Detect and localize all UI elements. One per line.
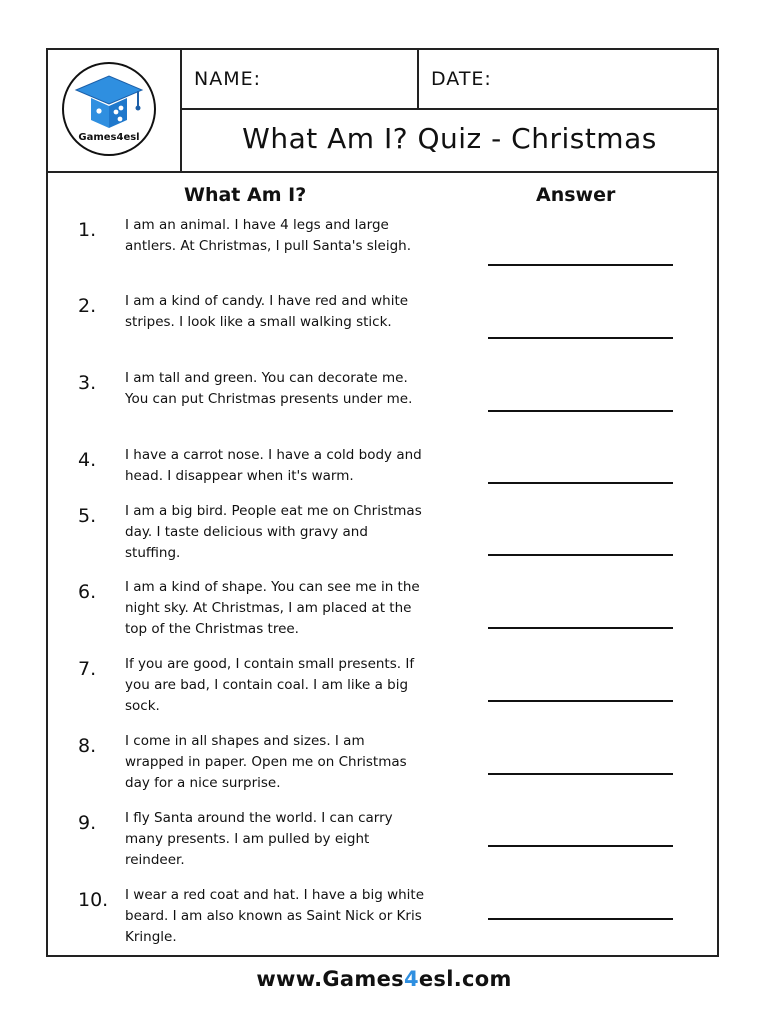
question-item bbox=[48, 291, 717, 367]
question-number: 5. bbox=[78, 505, 97, 527]
name-label: NAME: bbox=[194, 68, 262, 90]
date-field[interactable] bbox=[419, 50, 717, 110]
answer-line[interactable] bbox=[488, 264, 673, 266]
answer-line[interactable] bbox=[488, 482, 673, 484]
question-item bbox=[48, 654, 717, 730]
footer-accent: 4 bbox=[403, 967, 419, 991]
website-footer[interactable] bbox=[0, 967, 768, 991]
question-item bbox=[48, 501, 717, 577]
footer-prefix: www.Games bbox=[256, 967, 404, 991]
answer-line[interactable] bbox=[488, 918, 673, 920]
question-text: I am a kind of candy. I have red and white stripes. I look like a small walking stick. bbox=[125, 293, 409, 330]
graduation-cap-dice-icon bbox=[64, 66, 154, 136]
question-number: 10. bbox=[78, 889, 109, 911]
answer-line[interactable] bbox=[488, 700, 673, 702]
question-number: 6. bbox=[78, 581, 97, 603]
question-number: 3. bbox=[78, 372, 97, 394]
question-text: I have a carrot nose. I have a cold body and head. I disappear when it's warm. bbox=[125, 447, 422, 484]
name-field[interactable] bbox=[182, 50, 419, 110]
question-item bbox=[48, 808, 717, 884]
logo-cell bbox=[48, 50, 182, 171]
answer-line[interactable] bbox=[488, 627, 673, 629]
question-text: If you are good, I contain small presents. If you are bad, I contain coal. I am like a big sock. bbox=[125, 656, 415, 714]
answer-column-heading: Answer bbox=[536, 184, 616, 206]
question-number: 9. bbox=[78, 812, 97, 834]
games4esl-logo bbox=[62, 62, 156, 156]
worksheet-frame bbox=[46, 48, 719, 957]
question-number: 1. bbox=[78, 219, 97, 241]
question-text: I fly Santa around the world. I can carry many presents. I am pulled by eight reindeer. bbox=[125, 810, 393, 868]
question-number: 7. bbox=[78, 658, 97, 680]
question-item bbox=[48, 215, 717, 291]
question-text: I am an animal. I have 4 legs and large antlers. At Christmas, I pull Santa's sleigh. bbox=[125, 217, 412, 254]
answer-line[interactable] bbox=[488, 773, 673, 775]
question-number: 2. bbox=[78, 295, 97, 317]
question-text: I am tall and green. You can decorate me. You can put Christmas presents under me. bbox=[125, 370, 413, 407]
footer-suffix: esl.com bbox=[418, 967, 512, 991]
question-text: I am a big bird. People eat me on Christmas day. I taste delicious with gravy and stuffing. bbox=[125, 503, 422, 561]
date-label: DATE: bbox=[431, 68, 492, 90]
answer-line[interactable] bbox=[488, 337, 673, 339]
question-number: 4. bbox=[78, 449, 97, 471]
question-item bbox=[48, 885, 717, 961]
answer-line[interactable] bbox=[488, 554, 673, 556]
question-column-heading: What Am I? bbox=[184, 184, 307, 206]
question-text: I come in all shapes and sizes. I am wrapped in paper. Open me on Christmas day for a nice surprise. bbox=[125, 733, 407, 791]
question-text: I wear a red coat and hat. I have a big white beard. I am also known as Saint Nick or Kris Kringle. bbox=[125, 887, 425, 945]
logo-text: Games4esl bbox=[78, 132, 140, 143]
answer-line[interactable] bbox=[488, 410, 673, 412]
worksheet-title: What Am I? Quiz - Christmas bbox=[242, 122, 657, 155]
question-item bbox=[48, 368, 717, 444]
question-number: 8. bbox=[78, 735, 97, 757]
question-text: I am a kind of shape. You can see me in the night sky. At Christmas, I am placed at the top of the Christmas tree. bbox=[125, 579, 420, 637]
question-item bbox=[48, 731, 717, 807]
answer-line[interactable] bbox=[488, 845, 673, 847]
worksheet-header bbox=[48, 50, 717, 173]
question-item bbox=[48, 577, 717, 653]
